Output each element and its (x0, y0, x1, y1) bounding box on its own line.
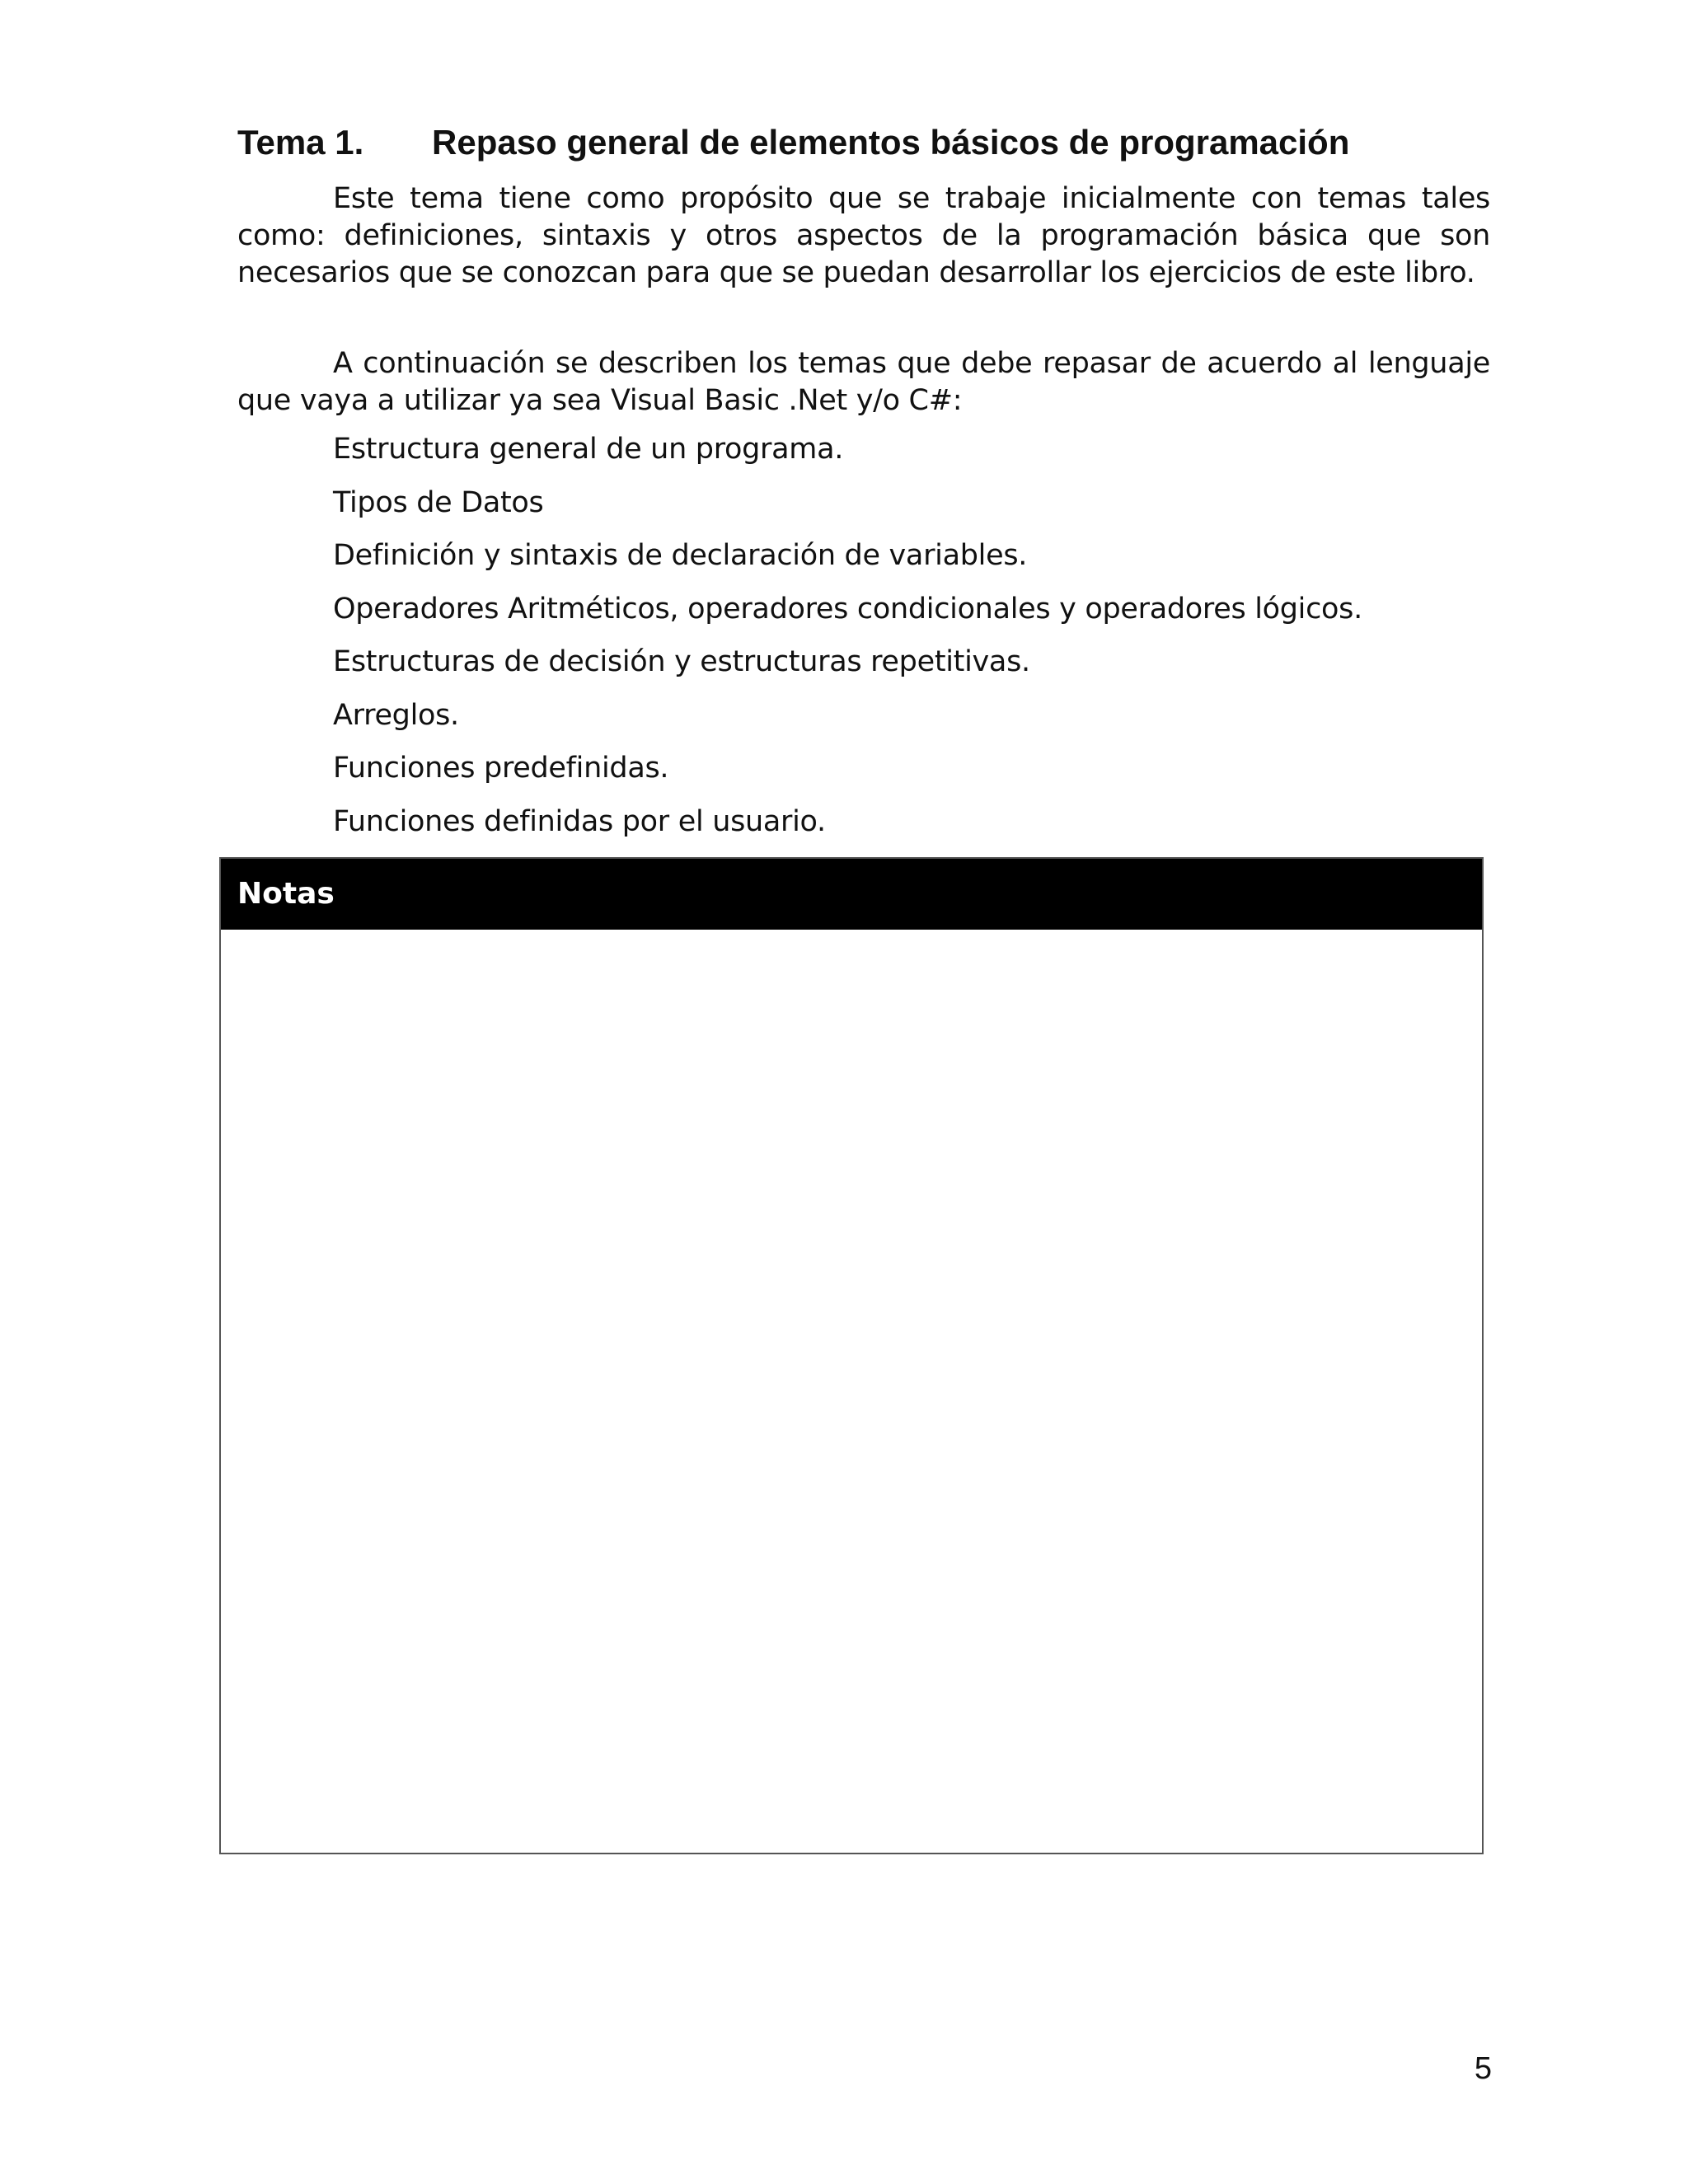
page-number: 5 (1474, 2051, 1492, 2086)
list-item: Definición y sintaxis de declaración de variables. (333, 539, 1028, 572)
topics-list (333, 431, 1362, 856)
list-item: Arreglos. (333, 698, 459, 732)
list-item: Funciones definidas por el usuario. (333, 804, 826, 838)
review-paragraph: A continuación se describen los temas que debe repasar de acuerdo al lenguaje que vaya a utilizar ya sea Visual Basic .Net y/o C#: (237, 347, 1490, 417)
list-item: Operadores Aritméticos, operadores condicionales y operadores lógicos. (333, 592, 1362, 626)
list-item: Estructuras de decisión y estructuras repetitivas. (333, 645, 1030, 678)
notes-area (221, 930, 1482, 1853)
notes-label: Notas (237, 877, 335, 911)
intro-paragraph: Este tema tiene como propósito que se trabaje inicialmente con temas tales como: definiciones, sintaxis y otros aspectos de la programación básica que son necesarios que se conozcan para que se puedan desarrollar los ejercicios de este libro. (237, 182, 1490, 289)
list-item: Estructura general de un programa. (333, 433, 844, 466)
notes-box (219, 857, 1484, 1854)
notes-header (221, 859, 1482, 930)
section-number: Tema 1. (237, 123, 364, 162)
list-item: Tipos de Datos (333, 485, 544, 519)
list-item: Funciones predefinidas. (333, 752, 669, 785)
section-heading (237, 120, 1490, 166)
section-title: Repaso general de elementos básicos de programación (432, 123, 1350, 162)
